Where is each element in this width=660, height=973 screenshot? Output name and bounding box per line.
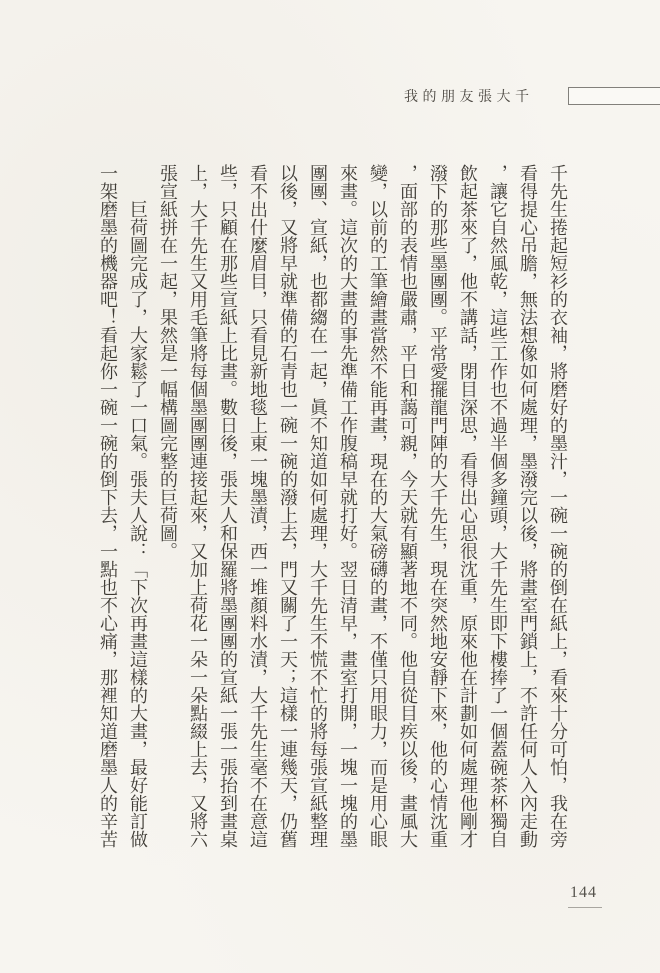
body-text	[89, 164, 573, 854]
page-number: 144	[570, 884, 597, 901]
page-number-rule	[568, 907, 602, 908]
paragraph-1: 千先生捲起短衫的衣袖，將磨好的墨汁，一碗一碗的倒在紙上，看來十分可怕，我在旁看得提心吊膽，無法想像如何處理，墨潑完以後，將畫室門鎖上，不許任何人入內走動，讓它自然風乾，這些工作也不過半個多鐘頭，大千先生即下樓捧了一個蓋碗茶杯獨自飲起茶來了，他不講話，閉目深思，看得出心思很沈重，原來他在計劃如何處理他剛才潑下的那些墨團團。平常愛擺龍門陣的大千先生，現在突然地安靜下來，他的心情沈重，面部的表情也嚴肅，平日和藹可親，今天就有顯著地不同。他自從目疾以後，畫風大變，以前的工筆繪畫當然不能再畫，現在的大氣磅礴的畫，不僅只用眼力，而是用心眼來畫。這次的大畫的事先準備工作腹稿早就打好。翌日清早，畫室打開，一塊一塊的墨團團、宣紙，也都縐在一起，眞不知道如何處理，大千先生不慌不忙的將每張宣紙整理以後，又將早就準備的石青也一碗一碗的潑上去，門又關了一天；這樣一連幾天，仍舊看不出什麼眉目，只看見新地毯上東一塊墨漬，西一堆顏料水漬，大千先生毫不在意這些，只顧在那些宣紙上比畫。數日後，張夫人和保羅將墨團團的宣紙一張一張抬到畫桌上，大千先生又用毛筆將每個墨團團連接起來，又加上荷花一朵一朵點綴上去，又將六張宣紙拼在一起，果然是一幅構圖完整的巨荷圖。	[158, 164, 568, 848]
running-head-title: 我的朋友張大千	[404, 90, 534, 105]
paragraph-2: 巨荷圖完成了，大家鬆了一口氣。張夫人說：「下次再畫這樣的大畫，最好能訂做一架磨墨的機器吧！看起你一碗一碗的倒下去，一點也不心痛，那裡知道磨墨人的辛苦	[98, 164, 148, 848]
header-ornament-box	[568, 87, 660, 105]
